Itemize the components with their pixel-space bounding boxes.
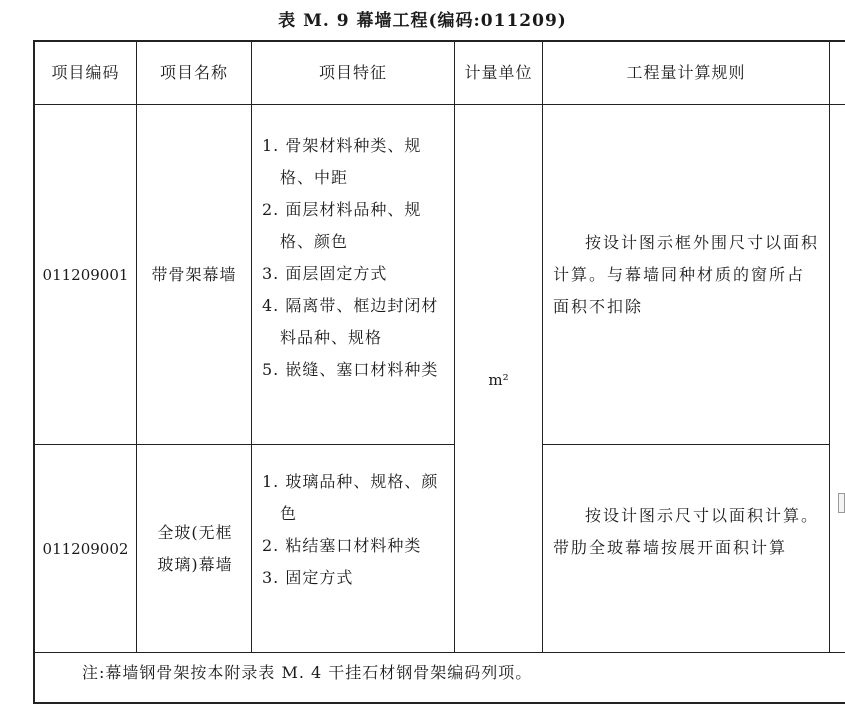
feature-item: 1. 骨架材料种类、规格、中距 [262, 136, 422, 187]
row2-features [262, 466, 450, 594]
table-note: 注:幕墙钢骨架按本附录表 M. 4 干挂石材钢骨架编码列项。 [82, 663, 533, 682]
table-title: 表 M. 9 幕墙工程(编码:011209) [278, 11, 567, 31]
row1-name: 带骨架幕墙 [151, 264, 237, 284]
divider [251, 40, 252, 652]
divider [454, 40, 455, 652]
feature-item: 3. 固定方式 [262, 568, 354, 587]
feature-item: 5. 嵌缝、塞口材料种类 [262, 360, 439, 379]
header-code: 项目编码 [51, 63, 120, 82]
row1-code: 011209001 [42, 265, 129, 284]
row1-rule: 按设计图示框外围尺寸以面积计算。与幕墙同种材质的窗所占面积不扣除 [553, 233, 820, 316]
header-name: 项目名称 [159, 63, 228, 82]
divider [542, 40, 543, 652]
header-features: 项目特征 [318, 63, 387, 82]
header-rule: 工程量计算规则 [626, 63, 746, 82]
row2-rule: 按设计图示尺寸以面积计算。带肋全玻幕墙按展开面积计算 [553, 506, 820, 557]
feature-item: 1. 玻璃品种、规格、颜色 [262, 472, 439, 523]
scrollbar-thumb[interactable] [838, 493, 845, 513]
row2-code: 011209002 [42, 539, 129, 558]
divider [33, 652, 845, 653]
row2-name: 全玻(无框玻璃)幕墙 [157, 522, 233, 574]
unit-cell: m² [488, 371, 509, 389]
feature-item: 2. 粘结塞口材料种类 [262, 536, 422, 555]
header-unit: 计量单位 [464, 63, 533, 82]
feature-item: 3. 面层固定方式 [262, 264, 388, 283]
feature-item: 4. 隔离带、框边封闭材料品种、规格 [262, 296, 439, 347]
divider [542, 444, 829, 445]
divider [829, 40, 830, 652]
row1-features [262, 130, 450, 386]
feature-item: 2. 面层材料品种、规格、颜色 [262, 200, 422, 251]
